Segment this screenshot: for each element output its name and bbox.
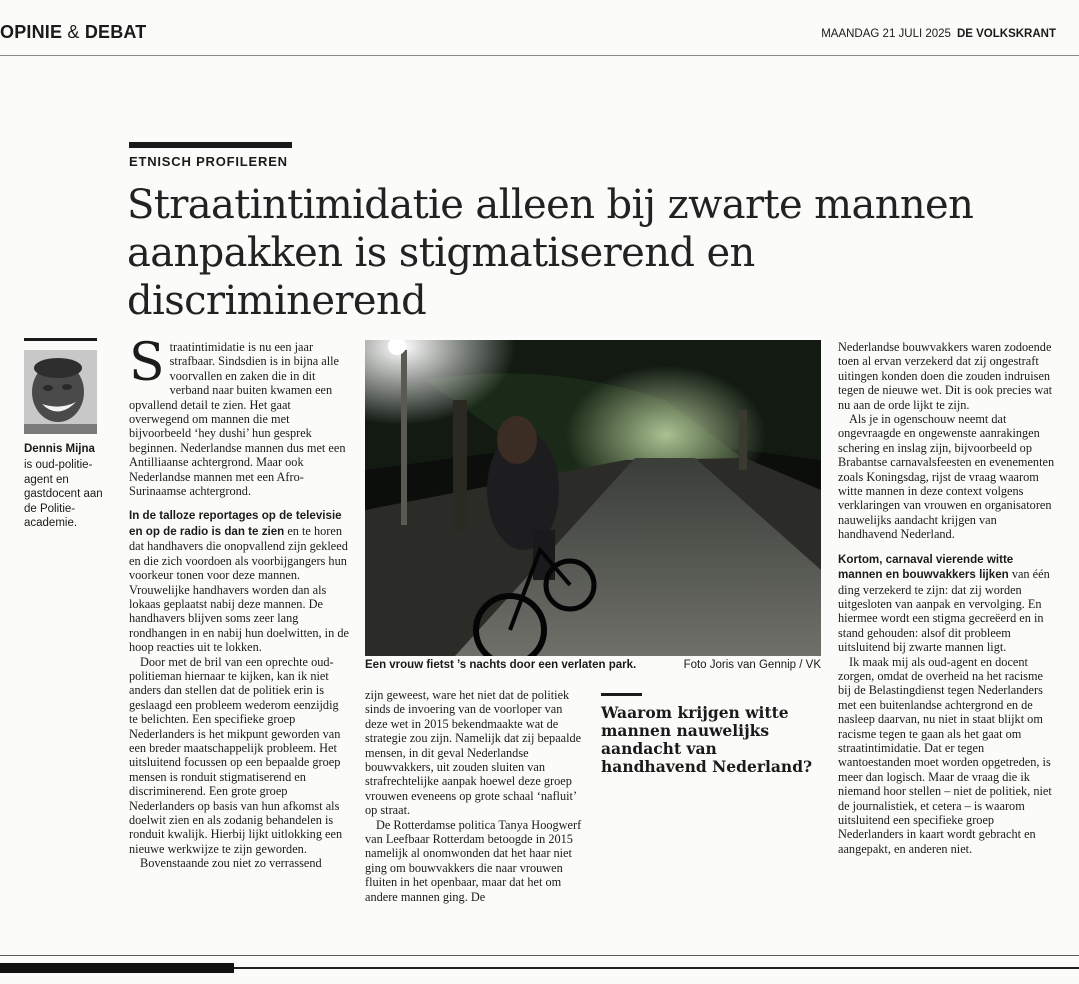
paragraph-text: traatintimidatie is nu een jaar strafbaar. Sindsdien is in bijna alle voorvallen en zaken die in dit verband naar buiten kwamen een opvallend detail te zien. Het gaat overwegend om mannen die met bijvoorbeeld ‘hey dushi’ hun gesprek beginnen. Nederlandse mannen dus met een Antilliaanse achtergrond. Maar ook Nederlandse mannen met een Afro-Surinaamse achtergrond. — [129, 340, 346, 499]
paragraph: Ik maak mij als oud-agent en docent zorgen, omdat de overheid na het racisme bij de Belastingdienst tegen Nederlanders met een buitenlandse achtergrond en de nasleep daarvan, nu niet in staat blijkt om racisme tegen te gaan als het gaat om straatintimidatie. Dat er tegen wantoestanden moet worden opgetreden, is meer dan logisch. Maar de vraag die ik niemand hoor stellen – niet de politiek, niet de journalistiek, et cetera – is waarom uitsluitend een specifieke groep Nederlanders in kaart wordt gebracht en aangepakt, en anderen niet. — [838, 654, 1052, 856]
section-title — [0, 22, 147, 43]
section-title-part1: OPINIE — [0, 22, 63, 42]
author-bio: is oud-politie-agent en gastdocent aan de Politie-academie. — [24, 459, 103, 529]
drop-cap: S — [129, 333, 165, 393]
caption-text: Een vrouw fietst ’s nachts door een verlaten park. — [365, 659, 637, 671]
paragraph-text: en te horen dat handhavers die onopvallend zijn gekleed en die zich voordoen als voorbijgangers hun voorkeur tonen voor deze mannen. Vrouwelijke handhavers worden dan als lokaas geplaatst nabij deze mannen. De handhavers blijven soms zeer lang rondhangen in en nabij hun doelwitten, in de hoop reacties uit te lokken. — [129, 523, 349, 655]
paragraph — [129, 333, 349, 499]
article-photo — [365, 340, 821, 656]
paragraph — [838, 552, 1056, 655]
bottom-divider — [0, 955, 1079, 956]
article-column-2 — [365, 688, 583, 904]
article-column-3 — [838, 340, 1056, 856]
paragraph: De Rotterdamse politica Tanya Hoogwerf van Leefbaar Rotterdam betoogde in 2015 namelijk al onomwonden dat het haar niet ging om bouwvakkers die naar vrouwen fluiten in het openbaar, maar dat het om andere mannen ging. De — [365, 817, 582, 904]
next-article-bar — [0, 963, 234, 973]
author-portrait-image — [24, 350, 97, 434]
paragraph: zijn geweest, ware het niet dat de politiek sinds de invoering van de voorloper van deze wet in 2015 bekendmaakte wat de strategie zou zijn. Namelijk dat zij bepaalde mensen, in dit geval Nederlandse bouwvakkers, uit zouden sluiten van strafrechtelijke aanpak hoewel deze groep vrouwen eveneens op grote schaal ‘nafluit’ op straat. — [365, 688, 582, 818]
night-park-cyclist-image — [365, 340, 821, 656]
headline: Straatintimidatie alleen bij zwarte mannen aanpakken is stigmatiserend en discriminerend — [127, 182, 974, 324]
paragraph: Door met de bril van een oprechte oud-politieman hiernaar te kijken, kan ik niet anders dan stellen dat de politiek erin is geslaagd een probleem wederom eenzijdig te belichten. Een specifieke groep Nederlanders is het mikpunt geworden van een breder maatschappelijk probleem. Het uitsluitend focussen op een bepaalde groep mensen is ronduit stigmatiserend en discriminerend. Een grote groep Nederlanders op basis van hun afkomst als doelwit zien en als zodanig behandelen is ronduit kwalijk. Hierbij lijkt uitlokking een nieuwe werkwijze te zijn geworden. — [129, 654, 343, 856]
section-title-amp: & — [62, 22, 85, 42]
section-title-part2: DEBAT — [84, 22, 147, 42]
lead-in: In de talloze reportages op de televisie en op de radio is dan te zien — [129, 509, 342, 538]
photo-caption — [365, 659, 821, 671]
issue-date: MAANDAG 21 JULI 2025 — [821, 28, 951, 40]
kicker: ETNISCH PROFILEREN — [129, 154, 288, 169]
paragraph: Als je in ogenschouw neemt dat ongevraagde en ongewenste aanrakingen schering en inslag zijn, bijvoorbeeld op Brabantse carnavalsfeesten en evenementen zoals Koningsdag, rijst de vraag waarom witte mannen in deze context volgens verklaringen van vrouwen en organisatoren nauwelijks aandacht krijgen van handhavend Nederland. — [838, 412, 1055, 542]
author-name: Dennis Mijna — [24, 443, 95, 455]
issue-info — [821, 28, 1056, 40]
paragraph — [129, 508, 349, 654]
photo-credit: Foto Joris van Gennip / VK — [683, 659, 821, 671]
lead-in: Kortom, carnaval vierende witte mannen en bouwvakkers lijken — [838, 552, 1014, 582]
pullquote-bar — [601, 693, 642, 696]
header-divider — [0, 55, 1079, 56]
paragraph-text: van één ding verzekerd te zijn: dat zij worden uitgesloten van aanpak en vervolging. En hiermee wordt een stigma gecreëerd en in stand gehouden: alsof dit probleem uitsluitend bij zwarte mannen ligt. — [838, 567, 1050, 655]
next-article-rule — [234, 967, 1079, 969]
author-bar — [24, 338, 97, 341]
article-column-1 — [129, 333, 349, 871]
kicker-bar — [129, 142, 292, 148]
paragraph: Bovenstaande zou niet zo verrassend — [140, 856, 322, 871]
newspaper-name: DE VOLKSKRANT — [956, 28, 1056, 40]
author-photo — [24, 350, 97, 434]
paragraph: Nederlandse bouwvakkers waren zodoende toen al ervan verzekerd dat zij ongestraft uitingen konden doen die zouden indruisen tegen de nieuwe wet. Dit is ook precies wat nu aan de orde lijkt te zijn. — [838, 340, 1053, 412]
pullquote: Waarom krijgen witte mannen nauwelijks aandacht van handhavend Nederland? — [601, 703, 813, 776]
